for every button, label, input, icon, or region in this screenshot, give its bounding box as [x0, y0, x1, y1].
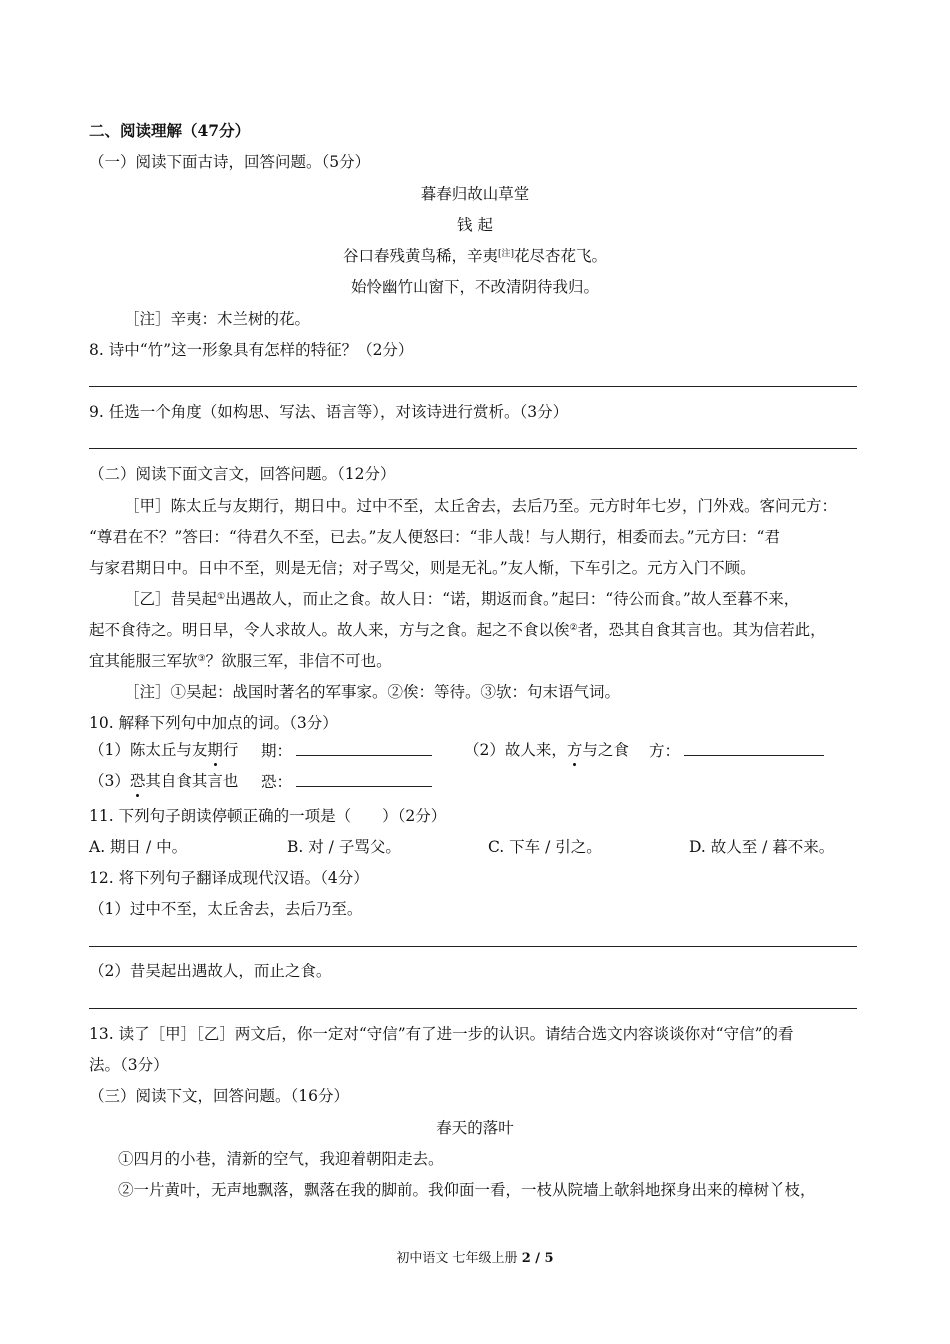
question-12-item-2: （2）昔吴起出遇故人，而止之食。: [89, 962, 332, 980]
question-10-item-3: （3）恐其自食其言也: [89, 772, 239, 790]
question-13-line-2: 法。（3分）: [89, 1056, 169, 1074]
question-9: 9. 任选一个角度（如构思、写法、语言等），对该诗进行赏析。（3分）: [89, 403, 569, 421]
passage-jia-line-2: “尊君在不？”答曰：“待君久不至，已去。”友人便怒曰：“非人哉！与人期行，相委而去。”元方曰：“君: [89, 528, 780, 546]
question-10-item-2-blank[interactable]: 方：: [649, 740, 824, 761]
question-10: 10. 解释下列句中加点的词。（3分）: [89, 714, 338, 732]
question-8: 8. 诗中“竹”这一形象具有怎样的特征？（2分）: [89, 341, 414, 359]
poem-author: 钱 起: [457, 216, 493, 234]
option-a[interactable]: A. 期日 / 中。: [89, 838, 188, 856]
question-13-line-1: 13. 读了［甲］［乙］两文后，你一定对“守信”有了进一步的认识。请结合选文内容谈谈你对“守信”的看: [89, 1025, 794, 1043]
passage-jia-line-3: 与家君期日中。日中不至，则是无信；对子骂父，则是无礼。”友人惭，下车引之。元方入门不顾。: [89, 559, 756, 577]
passage-yi-line-2: 起不食待之。明日早，令人求故人。故人来，方与之食。起之不食以俟②者，恐其自食其言也。其为信若此，: [89, 621, 826, 639]
passage-jia-line-1: ［甲］陈太丘与友期行，期日中。过中不至，太丘舍去，去后乃至。元方时年七岁，门外戏。客问元方：: [124, 497, 838, 515]
answer-line-q9[interactable]: [89, 448, 857, 449]
part3-intro: （三）阅读下文，回答问题。（16分）: [89, 1087, 349, 1105]
answer-line-q12-1[interactable]: [89, 946, 857, 947]
question-12-item-1: （1）过中不至，太丘舍去，去后乃至。: [89, 900, 363, 918]
part1-intro: （一）阅读下面古诗，回答问题。（5分）: [89, 153, 371, 171]
part2-intro: （二）阅读下面文言文，回答问题。（12分）: [89, 465, 396, 483]
passage-yi-line-1: ［乙］昔吴起①出遇故人，而止之食。故人日：“诺，期返而食。”起曰：“待公而食。”故人至暮不来，: [124, 590, 800, 608]
section-title: 二、阅读理解（47分）: [89, 121, 251, 140]
passage-yi-line-3: 宜其能服三军欤③？欲服三军，非信不可也。: [89, 652, 392, 670]
dotted-char: 恐: [129, 772, 146, 790]
dotted-char: 方: [566, 741, 583, 759]
poem-line-1: 谷口春残黄鸟稀，辛夷[注]花尽杏花飞。: [342, 247, 608, 265]
question-10-item-1-blank[interactable]: 期：: [261, 740, 432, 761]
option-c[interactable]: C. 下车 / 引之。: [488, 838, 602, 856]
poem-line-2: 始怜幽竹山窗下，不改清阴待我归。: [350, 278, 599, 296]
answer-line-q12-2[interactable]: [89, 1008, 857, 1009]
poem-note: ［注］辛夷：木兰树的花。: [124, 310, 311, 328]
page-footer: [0, 1249, 950, 1269]
poem-note-marker: [注]: [497, 249, 515, 259]
page-number: 2 / 5: [521, 1251, 554, 1266]
article-title: 春天的落叶: [436, 1119, 514, 1137]
passage-note: ［注］①吴起：战国时著名的军事家。②俟：等待。③欤：句末语气词。: [124, 683, 621, 701]
option-d[interactable]: D. 故人至 / 暮不来。: [689, 838, 835, 856]
footer-subject: 初中语文 七年级上册: [396, 1251, 518, 1266]
article-paragraph-2: ②一片黄叶，无声地飘落，飘落在我的脚前。我仰面一看，一枝从院墙上欹斜地探身出来的樟树丫枝，: [118, 1181, 816, 1199]
answer-line-q8[interactable]: [89, 386, 857, 387]
option-b[interactable]: B. 对 / 子骂父。: [287, 838, 401, 856]
question-10-item-2: （2）故人来，方与之食: [464, 741, 629, 759]
question-10-item-1: （1）陈太丘与友期行: [89, 741, 239, 759]
question-11: 11. 下列句子朗读停顿正确的一项是（ ）（2分）: [89, 807, 447, 825]
article-paragraph-1: ①四月的小巷，清新的空气，我迎着朝阳走去。: [118, 1150, 444, 1168]
question-12: 12. 将下列句子翻译成现代汉语。（4分）: [89, 869, 369, 887]
question-10-item-3-blank[interactable]: 恐：: [261, 771, 432, 792]
dotted-char: 期: [207, 741, 223, 759]
poem-title: 暮春归故山草堂: [420, 185, 530, 203]
